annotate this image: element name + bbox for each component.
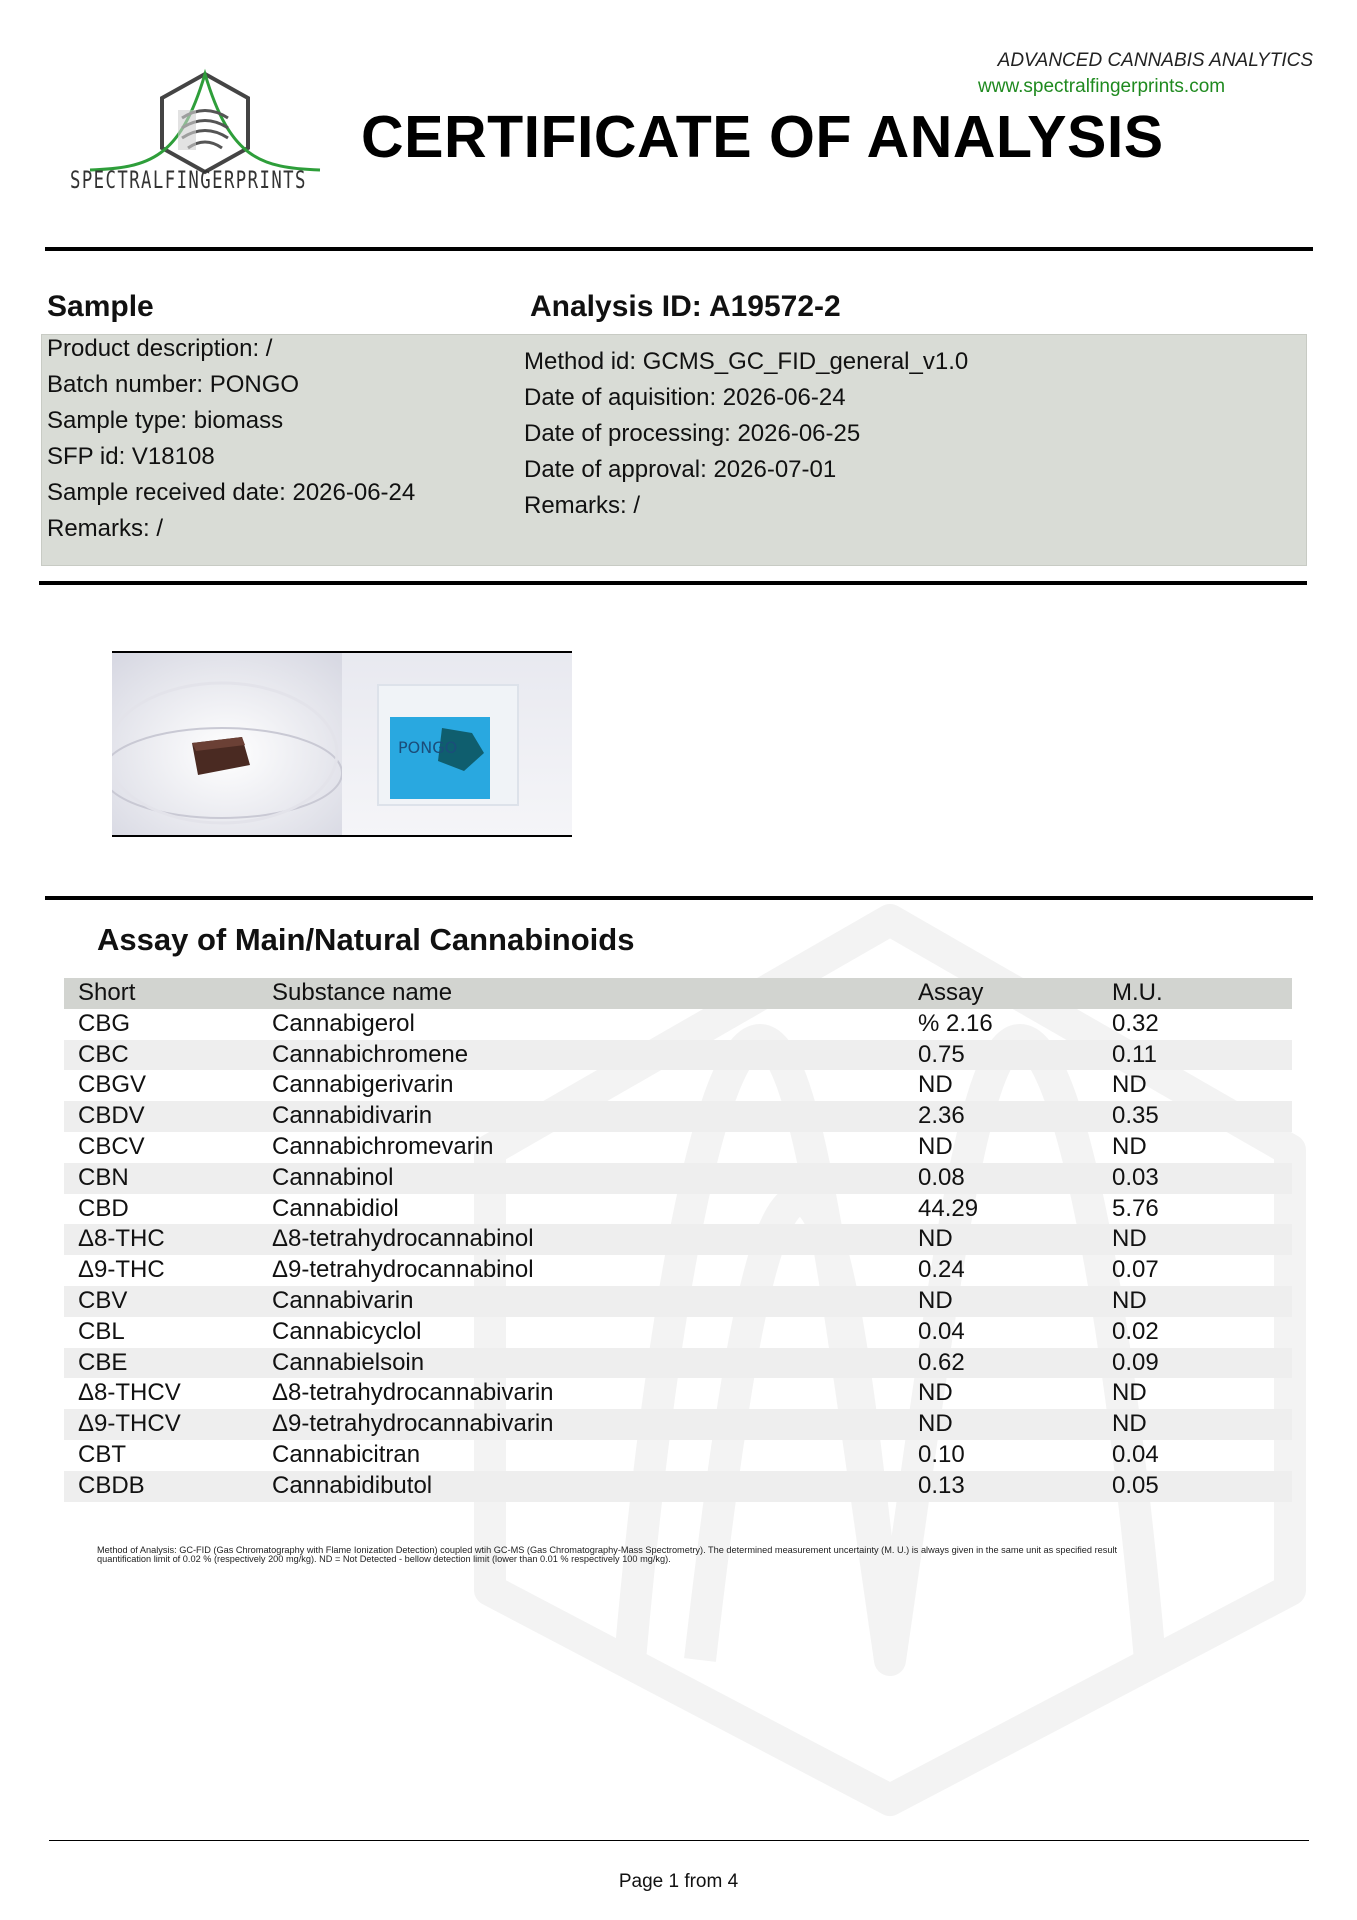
cell-short: Δ8-THC bbox=[78, 1225, 165, 1253]
photo-divider bbox=[45, 896, 1313, 900]
table-row bbox=[64, 1101, 1292, 1132]
cell-short: CBDB bbox=[78, 1471, 145, 1499]
table-row bbox=[64, 1163, 1292, 1194]
cell-mu: 0.09 bbox=[1112, 1348, 1159, 1376]
cell-substance: Cannabidibutol bbox=[272, 1471, 433, 1499]
cell-assay: 0.13 bbox=[918, 1471, 965, 1499]
cell-mu: 5.76 bbox=[1112, 1194, 1159, 1222]
sample-photo bbox=[112, 651, 572, 837]
cell-assay: 0.62 bbox=[918, 1348, 965, 1376]
sample-type: Sample type: biomass bbox=[47, 407, 284, 434]
cell-substance: Δ8-tetrahydrocannabivarin bbox=[272, 1379, 554, 1407]
cell-short: Δ9-THCV bbox=[78, 1410, 181, 1438]
method-id: Method id: GCMS_GC_FID_general_v1.0 bbox=[524, 348, 969, 375]
method-note bbox=[97, 1546, 1357, 1564]
table-row bbox=[64, 1224, 1292, 1255]
cell-short: CBT bbox=[78, 1440, 126, 1468]
logo-wordmark: SPECTRALFINGERPRINTS bbox=[70, 166, 307, 194]
cell-substance: Cannabicitran bbox=[272, 1440, 421, 1468]
cell-mu: 0.03 bbox=[1112, 1163, 1159, 1191]
cell-short: CBV bbox=[78, 1286, 128, 1314]
assay-title: Assay of Main/Natural Cannabinoids bbox=[97, 922, 635, 957]
table-row bbox=[64, 1286, 1292, 1317]
cell-short: CBL bbox=[78, 1317, 125, 1345]
cell-short: CBC bbox=[78, 1040, 129, 1068]
cell-substance: Δ9-tetrahydrocannabivarin bbox=[272, 1410, 554, 1438]
cell-mu: 0.04 bbox=[1112, 1440, 1159, 1468]
sfp-id: SFP id: V18108 bbox=[47, 443, 215, 470]
cell-substance: Cannabichromene bbox=[272, 1040, 469, 1068]
info-divider bbox=[39, 581, 1307, 585]
cell-assay: ND bbox=[918, 1225, 953, 1253]
method-note-line: Method of Analysis: GC-FID (Gas Chromatography with Flame Ionization Detection) coupled wtih GC-MS (Gas Chromatography-Mass Spectrometry). The determined measurement uncertainty (M. U.) is always given in the same unit as specified result bbox=[97, 1546, 1118, 1555]
date-of-approval: Date of approval: 2026-07-01 bbox=[524, 456, 837, 483]
sample-remarks: Remarks: / bbox=[47, 515, 164, 542]
cell-assay: 0.10 bbox=[918, 1440, 965, 1468]
date-of-processing: Date of processing: 2026-06-25 bbox=[524, 420, 861, 447]
header-divider bbox=[45, 247, 1313, 251]
table-header-row bbox=[64, 978, 1292, 1009]
cell-assay: ND bbox=[918, 1071, 953, 1099]
company-name: ADVANCED CANNABIS ANALYTICS bbox=[997, 50, 1313, 71]
cell-substance: Cannabinol bbox=[272, 1163, 394, 1191]
cell-substance: Cannabichromevarin bbox=[272, 1132, 494, 1160]
cell-assay: 44.29 bbox=[918, 1194, 979, 1222]
cell-substance: Cannabidiol bbox=[272, 1194, 399, 1222]
sample-heading: Sample bbox=[47, 290, 154, 323]
cell-substance: Cannabielsoin bbox=[272, 1348, 425, 1376]
cell-assay: ND bbox=[918, 1410, 953, 1438]
cell-mu: ND bbox=[1112, 1225, 1147, 1253]
cell-mu: ND bbox=[1112, 1132, 1147, 1160]
document-title: CERTIFICATE OF ANALYSIS bbox=[361, 104, 1164, 170]
cell-mu: 0.35 bbox=[1112, 1102, 1159, 1130]
analysis-remarks: Remarks: / bbox=[524, 492, 641, 519]
cell-short: CBN bbox=[78, 1163, 129, 1191]
cell-mu: 0.02 bbox=[1112, 1317, 1159, 1345]
cell-short: Δ8-THCV bbox=[78, 1379, 181, 1407]
cell-substance: Cannabigerol bbox=[272, 1009, 415, 1037]
assay-table bbox=[64, 978, 1292, 1502]
cell-short: CBDV bbox=[78, 1102, 145, 1130]
analysis-id-heading: Analysis ID: A19572-2 bbox=[530, 290, 841, 323]
cell-short: CBGV bbox=[78, 1071, 147, 1099]
cell-short: CBE bbox=[78, 1348, 128, 1376]
cell-substance: Δ9-tetrahydrocannabinol bbox=[272, 1256, 534, 1284]
cell-assay: ND bbox=[918, 1286, 953, 1314]
table-row bbox=[64, 1378, 1292, 1409]
sample-received-date: Sample received date: 2026-06-24 bbox=[47, 479, 416, 506]
table-row bbox=[64, 1471, 1292, 1502]
table-row bbox=[64, 1440, 1292, 1471]
cell-assay: 2.36 bbox=[918, 1102, 965, 1130]
table-row bbox=[64, 1194, 1292, 1225]
cell-substance: Cannabivarin bbox=[272, 1286, 414, 1314]
cell-short: CBD bbox=[78, 1194, 129, 1222]
cell-mu: 0.11 bbox=[1112, 1040, 1157, 1068]
cell-mu: ND bbox=[1112, 1379, 1147, 1407]
column-header: M.U. bbox=[1112, 979, 1163, 1006]
cell-assay: ND bbox=[918, 1132, 953, 1160]
cell-assay: 0.75 bbox=[918, 1040, 965, 1068]
cell-substance: Cannabicyclol bbox=[272, 1317, 422, 1345]
method-note-line: quantification limit of 0.02 % (respectively 200 mg/kg). ND = Not Detected - bellow detection limit (lower than 0.01 % respectively 100 mg/kg). bbox=[97, 1554, 671, 1564]
batch-number: Batch number: PONGO bbox=[47, 371, 300, 398]
column-header: Substance name bbox=[272, 979, 453, 1006]
date-of-acquisition: Date of aquisition: 2026-06-24 bbox=[524, 384, 846, 411]
cell-mu: ND bbox=[1112, 1071, 1147, 1099]
cell-short: CBG bbox=[78, 1009, 131, 1037]
cell-assay: % 2.16 bbox=[918, 1009, 993, 1037]
bag-label: PONGO bbox=[398, 738, 458, 757]
table-row bbox=[64, 1132, 1292, 1163]
table-row bbox=[64, 1348, 1292, 1379]
cell-substance: Cannabidivarin bbox=[272, 1102, 433, 1130]
cell-mu: 0.05 bbox=[1112, 1471, 1159, 1499]
table-body bbox=[64, 1009, 1292, 1502]
table-row bbox=[64, 1317, 1292, 1348]
cell-mu: 0.32 bbox=[1112, 1009, 1159, 1037]
cell-assay: 0.24 bbox=[918, 1256, 965, 1284]
table-row bbox=[64, 1255, 1292, 1286]
cell-short: Δ9-THC bbox=[78, 1256, 165, 1284]
cell-short: CBCV bbox=[78, 1132, 145, 1160]
cell-assay: ND bbox=[918, 1379, 953, 1407]
table-row bbox=[64, 1009, 1292, 1040]
column-header: Assay bbox=[918, 979, 984, 1006]
column-header: Short bbox=[78, 979, 136, 1006]
cell-substance: Cannabigerivarin bbox=[272, 1071, 454, 1099]
cell-mu: ND bbox=[1112, 1410, 1147, 1438]
company-url[interactable]: www.spectralfingerprints.com bbox=[978, 76, 1226, 97]
cell-assay: 0.04 bbox=[918, 1317, 965, 1345]
page-number: Page 1 from 4 bbox=[618, 1871, 739, 1892]
table-row bbox=[64, 1040, 1292, 1071]
table-row bbox=[64, 1070, 1292, 1101]
cell-mu: 0.07 bbox=[1112, 1256, 1159, 1284]
cell-substance: Δ8-tetrahydrocannabinol bbox=[272, 1225, 534, 1253]
table-row bbox=[64, 1409, 1292, 1440]
footer-divider bbox=[49, 1840, 1309, 1841]
cell-mu: ND bbox=[1112, 1286, 1147, 1314]
product-description: Product description: / bbox=[47, 335, 273, 362]
cell-assay: 0.08 bbox=[918, 1163, 965, 1191]
